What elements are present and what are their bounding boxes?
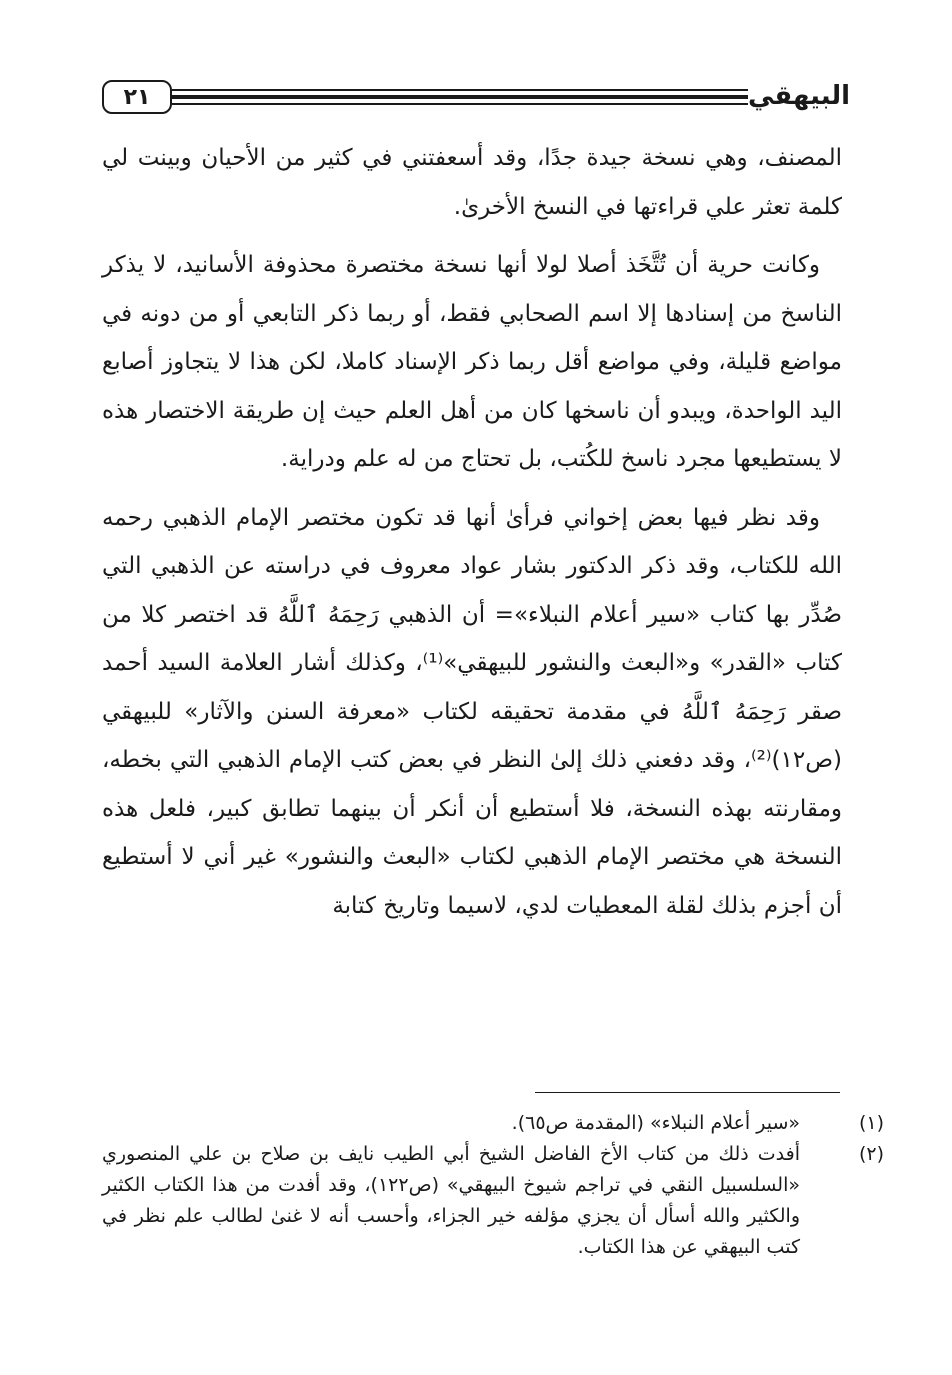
header-rule [172,103,748,105]
paragraph: وكانت حرية أن تُتَّخَذ أصلا لولا أنها نسخة مختصرة محذوفة الأسانيد، لا يذكر الناسخ من إسنادها إلا اسم الصحابي فقط، أو ربما ذكر التابعي أو من دونه في مواضع قليلة، وفي مواضع أقل ربما ذكر الإسناد كاملا، لكن هذا لا يتجاوز أصابع اليد الواحدة، ويبدو أن ناسخها كان من أهل العلم حيث إن طريقة الاختصار هذه لا يستطيعها مجرد ناسخ للكُتب، بل تحتاج من له علم ودراية. [102,252,842,472]
footnote [102,1108,884,1139]
footnote-separator [535,1092,840,1093]
page-number: ٢١ [102,80,172,114]
running-header [102,76,850,120]
running-title: البيهقي [748,81,851,111]
footnotes [102,1108,884,1263]
main-text [102,134,842,1069]
paragraph: وقد نظر فيها بعض إخواني فرأىٰ أنها قد تكون مختصر الإمام الذهبي رحمه الله للكتاب، وقد ذكر الدكتور بشار عواد معروف في دراسته عن الذهبي التي صُدِّر بها كتاب «سير أعلام النبلاء»= أن الذهبي رَحِمَهُ ٱللَّهُ قد اختصر كلا من كتاب «القدر» و«البعث والنشور للبيهقي»⁽¹⁾، وكذلك أشار العلامة السيد أحمد صقر رَحِمَهُ ٱللَّهُ في مقدمة تحقيقه لكتاب «معرفة السنن والآثار» للبيهقي (ص١٢)⁽²⁾، وقد دفعني ذلك إلىٰ النظر في بعض كتب الإمام الذهبي التي بخطه، ومقارنته بهذه النسخة، فلا أستطيع أن أنكر أن بينهما تطابق كبير، فلعل هذه النسخة هي مختصر الإمام الذهبي لكتاب «البعث والنشور» غير أني لا أستطيع أن أجزم بذلك لقلة المعطيات لدي، لاسيما وتاريخ كتابة [102,504,842,919]
footnote-text: «سير أعلام النبلاء» (المقدمة ص٦٥). [511,1112,800,1134]
footnote [102,1139,884,1263]
footnote-text: أفدت ذلك من كتاب الأخ الفاضل الشيخ أبي الطيب نايف بن صلاح بن علي المنصوري «السلسبيل النقي في تراجم شيوخ البيهقي» (ص١٢٢)، وقد أفدت من هذا الكتاب الكثير والكثير والله أسأل أن يجزي مؤلفه خير الجزاء، وأحسب أنه لا غنىٰ لطالب علم نظر في كتب البيهقي عن هذا الكتاب. [102,1143,800,1258]
paragraph: المصنف، وهي نسخة جيدة جدًا، وقد أسعفتني في كثير من الأحيان وبينت لي كلمة تعثر علي قراءتها في النسخ الأخرىٰ. [102,145,842,220]
footnote-number: (٢) [858,1143,884,1165]
header-rule [172,95,748,99]
header-rule [172,89,748,91]
footnote-number: (١) [858,1112,884,1134]
